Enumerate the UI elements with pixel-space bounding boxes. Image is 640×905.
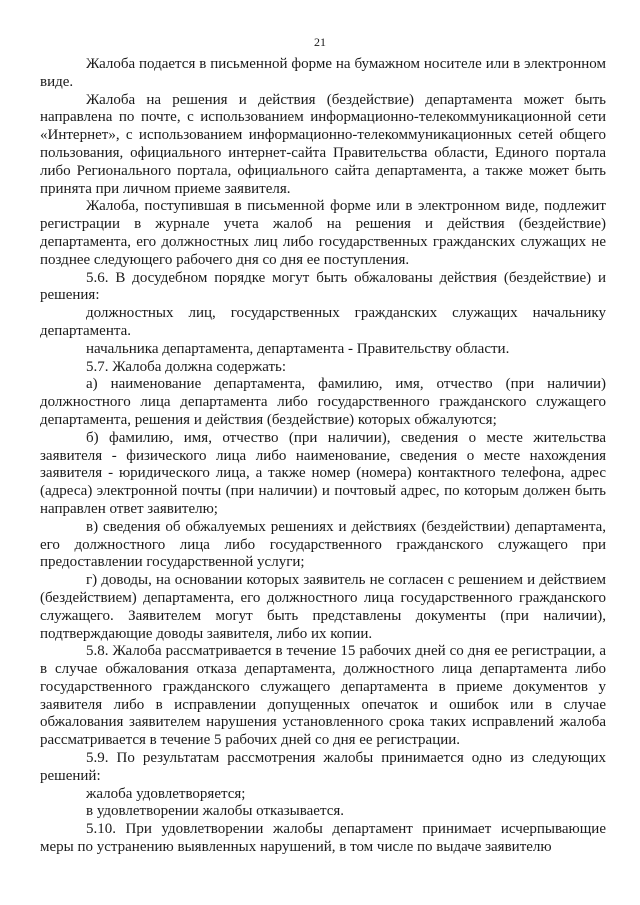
paragraph-5-8: 5.8. Жалоба рассматривается в течение 15 рабочих дней со дня ее регистрации, а в случае обжалования отказа департамента, должностного лица департамента либо государственного гражданского служащего департамента в приеме документов у заявителя либо в исправлении допущенных опечаток и ошибок или в случае обжалования заявителем нарушения установленного срока таких исправлений жалоба рассматривается в течение 5 рабочих дней со дня ее регистрации. <box>40 643 606 749</box>
paragraph-complaint-registration: Жалоба, поступившая в письменной форме или в электронном виде, подлежит регистрации в журнале учета жалоб на решения и действия (бездействие) департамента, его должностных лиц либо государственных гражданских служащих не позднее следующего рабочего дня со дня ее поступления. <box>40 198 606 268</box>
paragraph-5-10: 5.10. При удовлетворении жалобы департамент принимает исчерпывающие меры по устранению выявленных нарушений, в том числе по выдаче заявителю <box>40 821 606 856</box>
paragraph-decision-satisfied: жалоба удовлетворяется; <box>86 785 246 802</box>
paragraph-item-g: г) доводы, на основании которых заявитель не согласен с решением и действием (бездействием) департамента, его должностного лица государственного гражданского служащего. Заявителем могут быть представлены документы (при наличии), подтверждающие доводы заявителя, либо их копии. <box>40 572 606 642</box>
paragraph-decision-refused: в удовлетворении жалобы отказывается. <box>86 803 344 820</box>
paragraph-head-appeal: начальника департамента, департамента - Правительству области. <box>86 340 510 357</box>
page-number: 21 <box>314 35 326 49</box>
paragraph-complaint-form: Жалоба подается в письменной форме на бумажном носителе или в электронном виде. <box>40 56 606 90</box>
paragraph-item-b: б) фамилию, имя, отчество (при наличии), сведения о месте жительства заявителя - физического лица либо наименование, сведения о месте нахождения заявителя - юридического лица, а также номер (номера) контактного телефона, адрес (адреса) электронной почты (при наличии) и почтовый адрес, по которым должен быть направлен ответ заявителю; <box>40 429 606 517</box>
paragraph-5-6: 5.6. В досудебном порядке могут быть обжалованы действия (бездействие) и решения: <box>40 269 606 304</box>
paragraph-5-9: 5.9. По результатам рассмотрения жалобы принимается одно из следующих решений: <box>40 750 606 784</box>
paragraph-item-v: в) сведения об обжалуемых решениях и действиях (бездействии) департамента, его должностного лица либо государственного гражданского служащего при предоставлении государственной услуги; <box>40 518 606 571</box>
paragraph-5-7: 5.7. Жалоба должна содержать: <box>86 358 287 375</box>
paragraph-item-a: а) наименование департамента, фамилию, имя, отчество (при наличии) должностного лица департамента либо государственного гражданского служащего департамента, решения и действия (бездействие) которых обжалуются; <box>40 376 606 428</box>
document-body <box>40 56 606 857</box>
paragraph-complaint-channels: Жалоба на решения и действия (бездействие) департамента может быть направлена по почте, с использованием информационно-телекоммуникационной сети «Интернет», с использованием информационно-телекоммуникационных сетей общего пользования, официального интернет-сайта Правительства области, Единого портала либо Регионального портала, официального сайта департамента, а также может быть принята при личном приеме заявителя. <box>40 91 606 197</box>
paragraph-officials-appeal: должностных лиц, государственных гражданских служащих начальнику департамента. <box>40 305 606 339</box>
